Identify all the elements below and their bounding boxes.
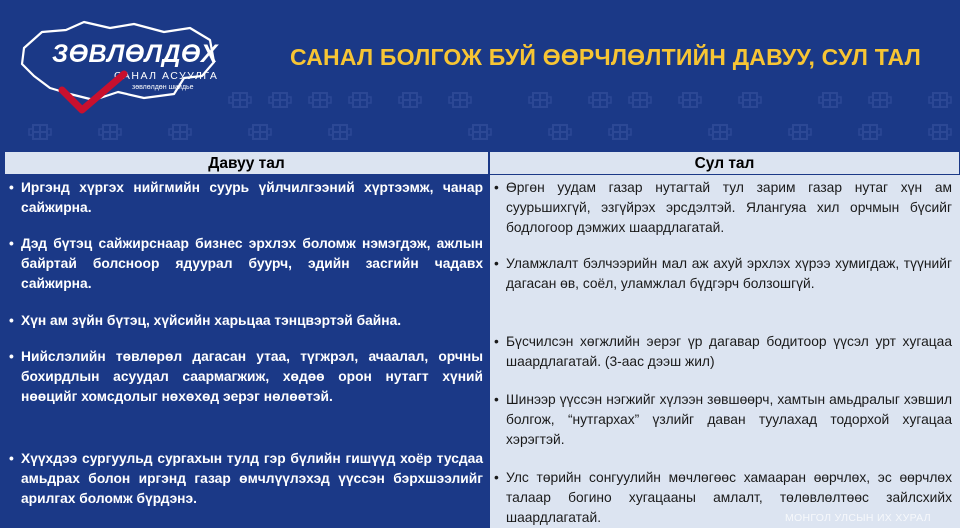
advantage-item: • Нийслэлийн төвлөрөл дагасан утаа, түгжрэл, ачаалал, орчны бохирдлын асуудал саармагжиж, хөдөө орон нутагт хүний нөөцийг хомсдолыг нөхөхөд эерэг нөлөөтэй. — [9, 349, 483, 404]
advantage-item: • Хүүхдээ сургуульд сургахын тулд гэр бүлийн гишүүд хоёр тусдаа амьдрах болон иргэнд газар өмчлүүлэхэд үүссэн бэрхшээлийг арилгах боломж бүрдэнэ. — [9, 451, 483, 506]
footer-watermark: МОНГОЛ УЛСЫН ИХ ХУРАЛ — [785, 512, 931, 524]
advantage-item: • Дэд бүтэц сайжирснаар бизнес эрхлэх боломж нэмэгдэж, ажлын байртай болсноор ядуурал буурч, эдийн засгийн чадавх сайжирна. — [9, 236, 483, 291]
advantage-item: • Хүн ам зүйн бүтэц, хүйсийн харьцаа тэнцвэртэй байна. — [9, 313, 402, 328]
advantages-header: Давуу тал — [4, 151, 489, 175]
disadvantages-header: Сул тал — [489, 151, 960, 175]
column-divider — [488, 151, 490, 528]
comparison-table — [4, 151, 960, 528]
disadvantage-item: • Улс төрийн сонгуулийн мөчлөгөөс хамааран өөрчлөх, эс өөрчлөх талаар богино хугацааны амлалт, төлөвлөлтөөс зайлсхийх шаардлагатай. — [494, 470, 952, 525]
logo-tagline: САНАЛ АСУУЛГА — [114, 70, 219, 82]
logo-brand: ЗӨВЛӨЛДӨХ — [52, 40, 219, 68]
check-mark-icon — [58, 70, 128, 114]
slide-title: САНАЛ БОЛГОЖ БУЙ ӨӨРЧЛӨЛТИЙН ДАВУУ, СУЛ ТАЛ — [290, 44, 921, 70]
logo-subtagline: зөвлөлдөн шийдье — [132, 84, 194, 91]
logo — [14, 18, 224, 118]
disadvantage-item: • Шинээр үүссэн нэгжийг хүлээн зөвшөөрч, хамтын амьдралыг хэвшил болгож, “нутгархах” үзлийг даван туулахад тодорхой хугацаа хэрэгтэй. — [494, 392, 952, 447]
disadvantage-item: • Өргөн уудам газар нутагтай тул зарим газар нутаг хүн ам суурьшихгүй, эзгүйрэх эрсдэлтэй. Ялангуяа хил орчмын бүсийг бодлогоор дэмжих шаардлагатай. — [494, 180, 952, 235]
disadvantage-item: • Уламжлалт бэлчээрийн мал аж ахуй эрхлэх хүрээ хумигдаж, түүнийг дагасан өв, соёл, уламжлал бүдгэрч болзошгүй. — [494, 256, 952, 291]
disadvantage-item: • Бүсчилсэн хөгжлийн эерэг үр дагавар бодитоор үүсэл урт хугацаа шаардлагатай. (3-аас дээш жил) — [494, 334, 952, 369]
advantage-item: • Иргэнд хүргэх нийгмийн суурь үйлчилгээний хүртээмж, чанар сайжирна. — [9, 180, 483, 215]
